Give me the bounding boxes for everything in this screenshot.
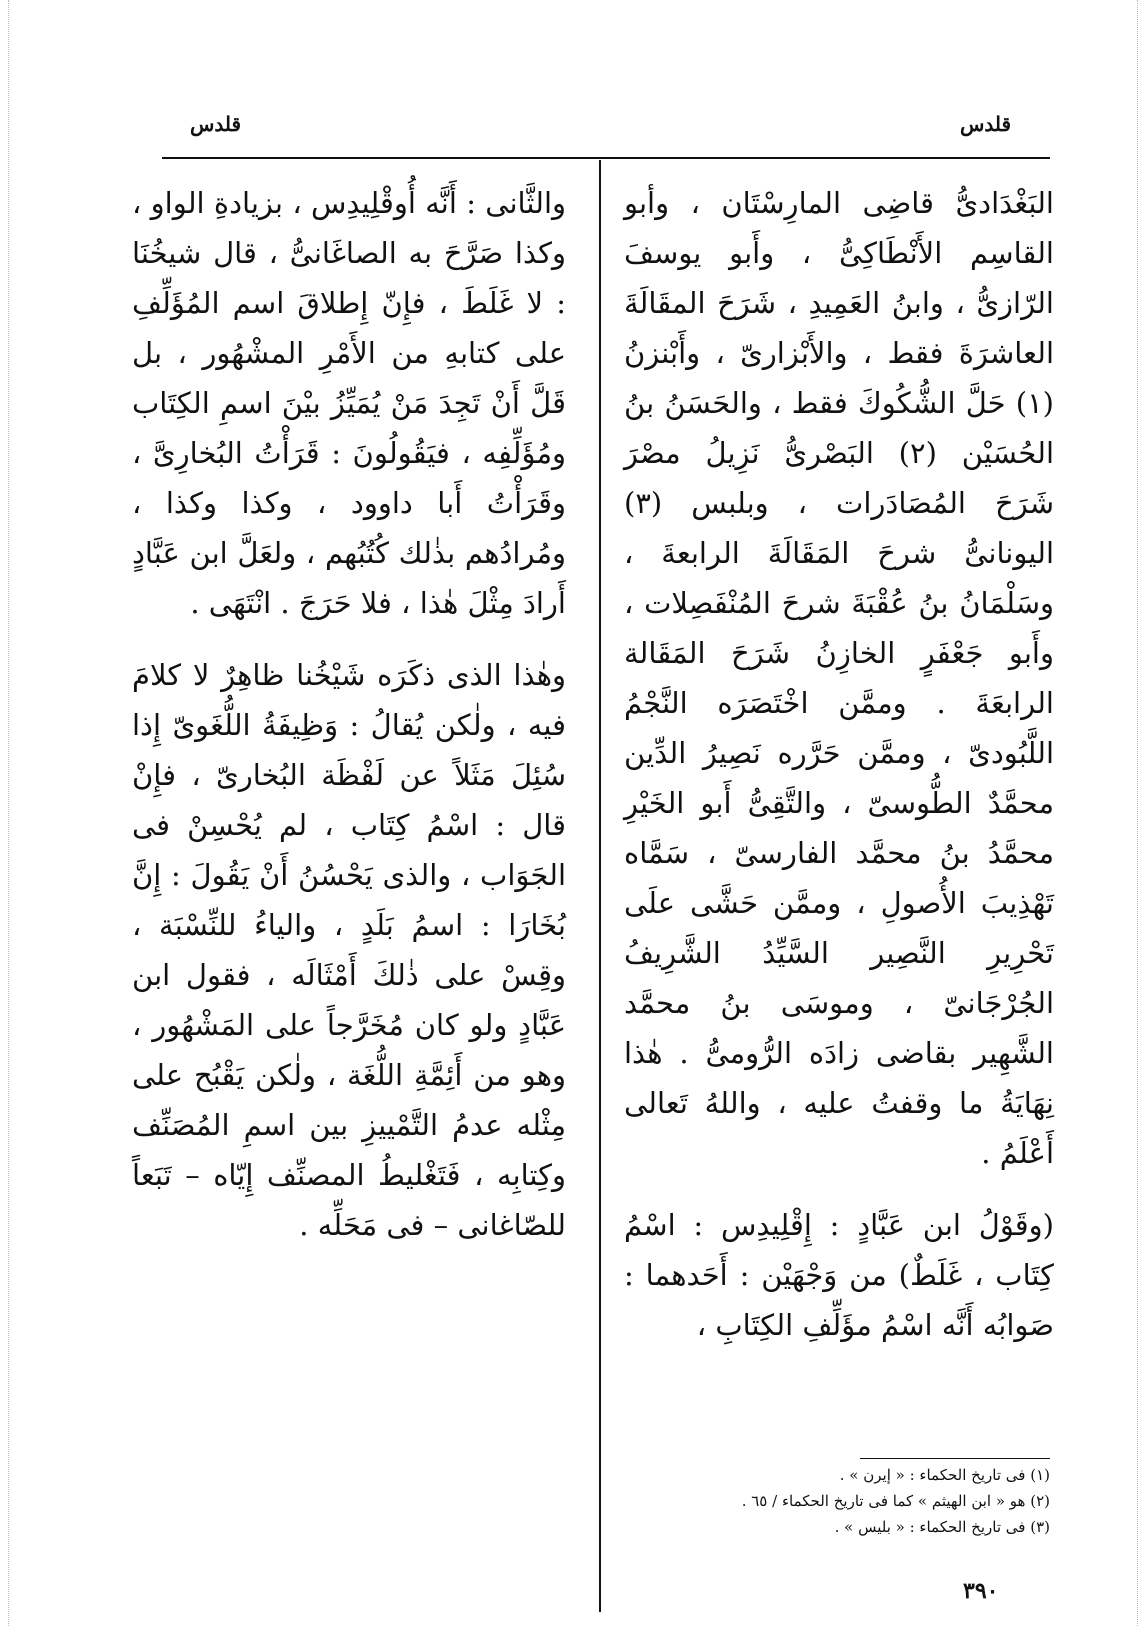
left-column (132, 178, 566, 1250)
paragraph: (وقَوْلُ ابن عَبَّادٍ : إِقْلِيدِس : اسْمُ كِتَاب ، غَلَطٌ) من وَجْهَيْن : أَحَدهما : صَوابُه أَنَّه اسْمُ مؤَلِّفِ الكِتَابِ ، (624, 1208, 1054, 1342)
footnote-rule (860, 1458, 1050, 1459)
running-head-left: قلدس (190, 112, 242, 136)
paragraph: وهٰذا الذى ذكَرَه شَيْخُنا ظاهِرٌ لا كلامَ فيه ، ولٰكن يُقالُ : وَظِيفَةُ اللُّغَوىّ إِذا سُئِلَ مَثَلاً عن لَفْظَة البُخارىّ ، فإِنْ قال : اسْمُ كِتَاب ، لم يُحْسِنْ فى الجَوَاب ، والذى يَحْسُنُ أَنْ يَقُولَ : إِنَّ بُخَارَا : اسمُ بَلَدٍ ، والياءُ للنِّسْبَة ، وقِسْ على ذٰلكَ أَمْثَالَه ، فقول ابن عَبَّادٍ ولو كان مُخَرَّجاً على المَشْهُور ، وهو من أَئِمَّةِ اللُّغَة ، ولٰكن يَقْبُح على مِثْله عدمُ التَّمْييزِ بين اسمِ المُصَنِّف وكِتابِه ، فَتَغْليطُ المصنِّف إِيّاه – تَبَعاً للصّاغانى – فى مَحَلِّه . (132, 658, 566, 1242)
footnotes (690, 1462, 1050, 1540)
footnote: (٣) فى تاريخ الحكماء : « بليس » . (834, 1518, 1050, 1536)
footnote: (١) فى تاريخ الحكماء : « إيرن » . (839, 1466, 1050, 1484)
page-number: ٣٩٠ (963, 1578, 999, 1604)
footnote: (٢) هو « ابن الهيثم » كما فى تاريخ الحكماء / ٦٥ . (741, 1492, 1050, 1510)
scan-dotted-line (8, 0, 9, 1626)
column-divider (599, 160, 601, 1612)
paragraph: البَغْدَادىُّ قاضِى المارِسْتَان ، وأبو القاسِم الأَنْطَاكِىُّ ، وأَبو يوسفَ الرّازىُّ ، وابنُ العَمِيدِ ، شَرَحَ المقَالَةَ العاشرَةَ فقط ، والأَبْزارىّ ، وأَبْنزنُ (١) حَلَّ الشُّكُوكَ فقط ، والحَسَنُ بنُ الحُسَيْن (٢) البَصْرىُّ نَزِيلُ مصْرَ شَرَحَ المُصَادَرات ، وبلبس (٣) اليونانىُّ شرحَ المَقَالَةَ الرابعةَ ، وسَلْمَانُ بنُ عُقْبَةَ شرحَ المُنْفَصِلات ، وأَبو جَعْفَرٍ الخازِنُ شَرَحَ المَقَالة الرابعَةَ . وممَّن اخْتَصَرَه النَّجْمُ اللَّبُودىّ ، وممَّن حَرَّره نَصِيرُ الدِّين محمَّدٌ الطُّوسىّ ، والتَّقِىُّ أَبو الخَيْرِ محمَّدُ بنُ محمَّد الفارسىّ ، سَمَّاه تَهْذِيبَ الأُصولِ ، وممَّن حَشَّى علَى تَحْرِيرِ النَّصِير السَّيِّدُ الشَّرِيفُ الجُرْجَانىّ ، وموسَى بنُ محمَّد الشَّهِير بقاضى زادَه الرُّومىُّ . هٰذا نِهَايَةُ ما وقفتُ عليه ، واللهُ تَعالى أَعْلَمُ . (624, 186, 1055, 1170)
running-head-right: قلدس (960, 112, 1012, 136)
header-rule (162, 157, 1050, 159)
right-column (624, 178, 1054, 1350)
paragraph: والثَّانى : أَنَّه أُوقْلِيدِس ، بزيادةِ الواو ، وكذا صَرَّحَ به الصاغَانىُّ ، قال شيخُنَا : لا غَلَطَ ، فإِنّ إِطلاقَ اسم المُؤَلِّفِ على كتابهِ من الأَمْرِ المشْهُور ، بل قَلَّ أَنْ تَجِدَ مَنْ يُمَيِّزُ بيْنَ اسمِ الكِتَاب ومُؤَلِّفِه ، فيَقُولُونَ : قَرَأْتُ البُخارِىَّ ، وقَرَأْتُ أَبا داوود ، وكذا وكذا ، ومُرادُهم بذٰلك كُتُبُهم ، ولعَلَّ ابن عَبَّادٍ أَرادَ مِثْلَ هٰذا ، فلا حَرَجَ . انْتَهَى . (132, 186, 566, 620)
scan-dotted-line (1137, 0, 1138, 1626)
